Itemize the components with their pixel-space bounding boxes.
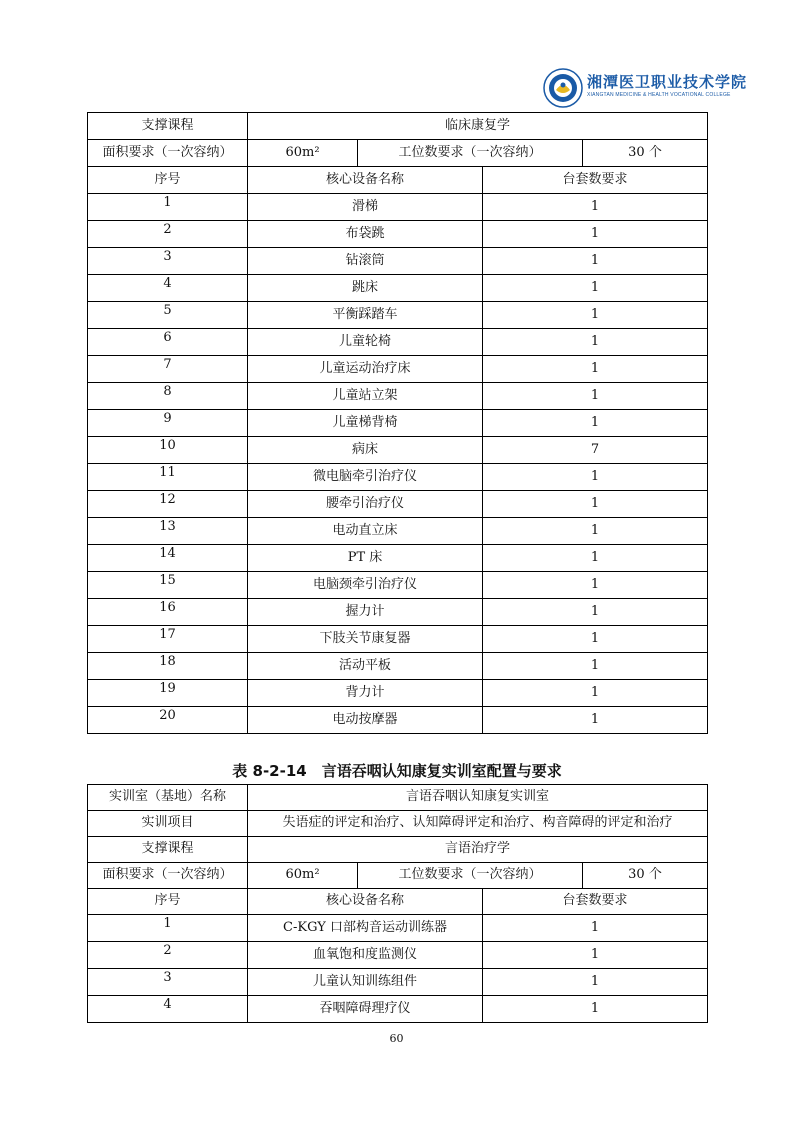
course-label: 支撑课程 <box>88 837 248 863</box>
header-row <box>88 889 708 915</box>
row-equipment-name: 儿童梯背椅 <box>248 410 483 437</box>
row-no: 6 <box>88 329 248 356</box>
row-no: 2 <box>88 942 248 969</box>
table-row <box>88 491 708 518</box>
row-equipment-name: 儿童轮椅 <box>248 329 483 356</box>
row-no: 10 <box>88 437 248 464</box>
area-row <box>88 863 708 889</box>
table-row <box>88 626 708 653</box>
row-no: 3 <box>88 969 248 996</box>
row-quantity: 1 <box>483 653 708 680</box>
row-quantity: 1 <box>483 599 708 626</box>
row-no: 8 <box>88 383 248 410</box>
area-label: 面积要求（一次容纳） <box>88 140 248 167</box>
row-quantity: 1 <box>483 572 708 599</box>
row-quantity: 1 <box>483 996 708 1023</box>
row-equipment-name: 儿童认知训练组件 <box>248 969 483 996</box>
row-no: 16 <box>88 599 248 626</box>
col-header-name: 核心设备名称 <box>248 167 483 194</box>
table-row <box>88 707 708 734</box>
header-row <box>88 167 708 194</box>
row-quantity: 1 <box>483 383 708 410</box>
row-quantity: 1 <box>483 491 708 518</box>
row-quantity: 1 <box>483 915 708 942</box>
row-equipment-name: 电脑颈牵引治疗仪 <box>248 572 483 599</box>
row-no: 20 <box>88 707 248 734</box>
row-equipment-name: 滑梯 <box>248 194 483 221</box>
row-quantity: 1 <box>483 626 708 653</box>
row-no: 4 <box>88 275 248 302</box>
row-equipment-name: C-KGY 口部构音运动训练器 <box>248 915 483 942</box>
area-label: 面积要求（一次容纳） <box>88 863 248 889</box>
col-header-qty: 台套数要求 <box>483 889 708 915</box>
row-no: 14 <box>88 545 248 572</box>
row-equipment-name: 钻滚筒 <box>248 248 483 275</box>
row-quantity: 1 <box>483 302 708 329</box>
row-quantity: 1 <box>483 410 708 437</box>
table-row <box>88 599 708 626</box>
room-label: 实训室（基地）名称 <box>88 785 248 811</box>
area-value: 60m² <box>248 140 358 167</box>
col-header-name: 核心设备名称 <box>248 889 483 915</box>
project-value: 失语症的评定和治疗、认知障碍评定和治疗、构音障碍的评定和治疗 <box>248 811 708 837</box>
station-value: 30 个 <box>583 863 708 889</box>
row-equipment-name: 活动平板 <box>248 653 483 680</box>
row-equipment-name: 血氧饱和度监测仪 <box>248 942 483 969</box>
college-seal-icon <box>543 68 583 108</box>
table-row <box>88 329 708 356</box>
table-row <box>88 383 708 410</box>
row-quantity: 1 <box>483 518 708 545</box>
table-row <box>88 275 708 302</box>
table-caption: 表 8-2-14 言语吞咽认知康复实训室配置与要求 <box>232 762 562 780</box>
row-equipment-name: 跳床 <box>248 275 483 302</box>
row-no: 1 <box>88 194 248 221</box>
project-row <box>88 811 708 837</box>
row-quantity: 1 <box>483 464 708 491</box>
col-header-no: 序号 <box>88 889 248 915</box>
row-quantity: 1 <box>483 942 708 969</box>
row-no: 5 <box>88 302 248 329</box>
table-row <box>88 302 708 329</box>
station-label: 工位数要求（一次容纳） <box>358 863 583 889</box>
equipment-table-speech-rehab <box>87 784 708 1023</box>
area-row <box>88 140 708 167</box>
row-quantity: 7 <box>483 437 708 464</box>
station-label: 工位数要求（一次容纳） <box>358 140 583 167</box>
col-header-qty: 台套数要求 <box>483 167 708 194</box>
room-value: 言语吞咽认知康复实训室 <box>248 785 708 811</box>
college-logo <box>543 68 748 108</box>
table-row <box>88 464 708 491</box>
station-value: 30 个 <box>583 140 708 167</box>
table-row <box>88 248 708 275</box>
row-no: 2 <box>88 221 248 248</box>
row-equipment-name: 微电脑牵引治疗仪 <box>248 464 483 491</box>
table-row <box>88 653 708 680</box>
table-row <box>88 915 708 942</box>
area-value: 60m² <box>248 863 358 889</box>
row-quantity: 1 <box>483 248 708 275</box>
college-name-en: XIANGTAN MEDICINE & HEALTH VOCATIONAL COLLEGE <box>587 92 731 98</box>
row-no: 19 <box>88 680 248 707</box>
room-row <box>88 785 708 811</box>
row-quantity: 1 <box>483 356 708 383</box>
project-label: 实训项目 <box>88 811 248 837</box>
row-quantity: 1 <box>483 329 708 356</box>
row-equipment-name: 下肢关节康复器 <box>248 626 483 653</box>
college-name: 湘潭医卫职业技术学院 <box>587 73 748 91</box>
row-no: 12 <box>88 491 248 518</box>
table-row <box>88 996 708 1023</box>
row-equipment-name: 背力计 <box>248 680 483 707</box>
table-row <box>88 356 708 383</box>
row-quantity: 1 <box>483 680 708 707</box>
row-no: 9 <box>88 410 248 437</box>
row-equipment-name: 电动直立床 <box>248 518 483 545</box>
row-equipment-name: 病床 <box>248 437 483 464</box>
table-row <box>88 680 708 707</box>
equipment-table-clinical-rehab <box>87 112 708 734</box>
row-quantity: 1 <box>483 969 708 996</box>
row-quantity: 1 <box>483 194 708 221</box>
table-row <box>88 518 708 545</box>
table-row <box>88 437 708 464</box>
row-no: 15 <box>88 572 248 599</box>
row-no: 7 <box>88 356 248 383</box>
row-equipment-name: 握力计 <box>248 599 483 626</box>
row-no: 4 <box>88 996 248 1023</box>
row-quantity: 1 <box>483 275 708 302</box>
row-no: 11 <box>88 464 248 491</box>
page-number: 60 <box>389 1032 404 1045</box>
course-row <box>88 113 708 140</box>
row-equipment-name: 布袋跳 <box>248 221 483 248</box>
row-equipment-name: 电动按摩器 <box>248 707 483 734</box>
col-header-no: 序号 <box>88 167 248 194</box>
table-row <box>88 942 708 969</box>
row-equipment-name: 儿童运动治疗床 <box>248 356 483 383</box>
table-row <box>88 969 708 996</box>
course-label: 支撑课程 <box>88 113 248 140</box>
row-no: 13 <box>88 518 248 545</box>
table-row <box>88 221 708 248</box>
table-row <box>88 572 708 599</box>
row-quantity: 1 <box>483 221 708 248</box>
table-row <box>88 545 708 572</box>
row-no: 17 <box>88 626 248 653</box>
table-row <box>88 410 708 437</box>
course-row <box>88 837 708 863</box>
row-equipment-name: PT 床 <box>248 545 483 572</box>
course-value: 临床康复学 <box>248 113 708 140</box>
row-equipment-name: 平衡踩踏车 <box>248 302 483 329</box>
row-equipment-name: 腰牵引治疗仪 <box>248 491 483 518</box>
row-no: 3 <box>88 248 248 275</box>
row-quantity: 1 <box>483 545 708 572</box>
row-no: 18 <box>88 653 248 680</box>
course-value: 言语治疗学 <box>248 837 708 863</box>
row-equipment-name: 吞咽障碍理疗仪 <box>248 996 483 1023</box>
row-equipment-name: 儿童站立架 <box>248 383 483 410</box>
row-no: 1 <box>88 915 248 942</box>
table-row <box>88 194 708 221</box>
row-quantity: 1 <box>483 707 708 734</box>
